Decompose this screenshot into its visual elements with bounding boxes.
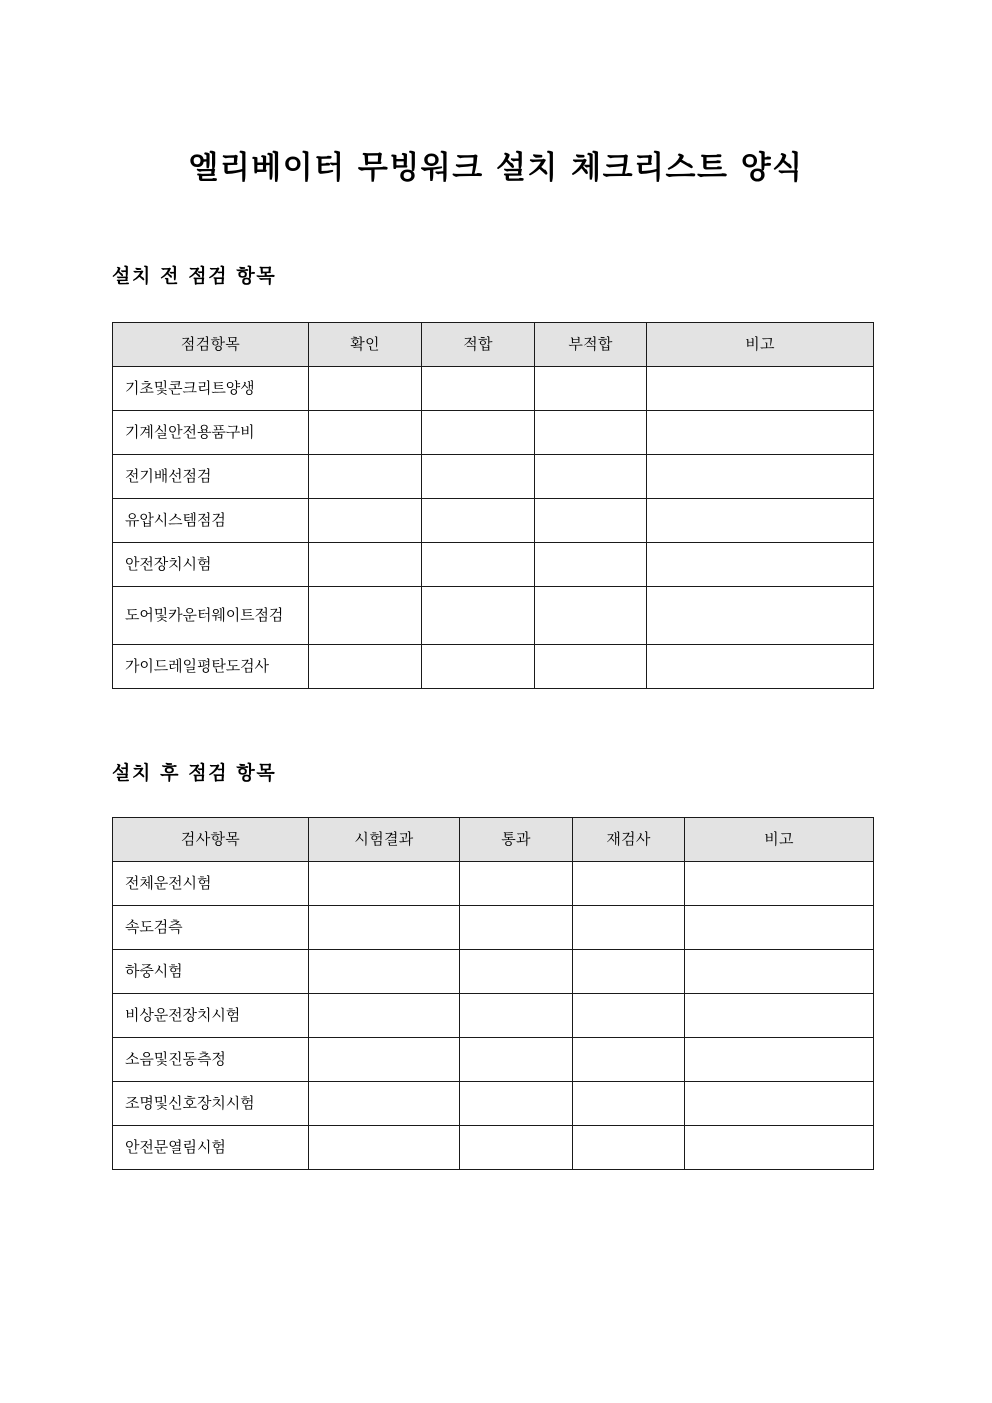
remark-cell[interactable] [685,1082,874,1126]
table-row [113,1038,874,1082]
checkbox-cell-check[interactable] [309,645,422,689]
table-row [113,645,874,689]
remark-cell[interactable] [685,906,874,950]
checkbox-cell-fail[interactable] [535,455,647,499]
checklist-item-label: 속도검측 [113,906,309,950]
checklist-item-label: 가이드레일평탄도검사 [113,645,309,689]
checkbox-cell-pass[interactable] [460,1038,573,1082]
checklist-item-label: 전체운전시험 [113,862,309,906]
remark-cell[interactable] [685,1126,874,1170]
checklist-item-label: 유압시스템점검 [113,499,309,543]
section-heading-pre-install: 설치 전 점검 항목 [112,264,277,287]
checkbox-cell-pass[interactable] [422,455,535,499]
checkbox-cell-pass[interactable] [422,587,535,645]
checkbox-cell-check[interactable] [309,367,422,411]
table-row [113,543,874,587]
checkbox-cell-pass[interactable] [422,411,535,455]
checklist-item-label: 소음및진동측정 [113,1038,309,1082]
column-header-remark: 비고 [685,818,874,862]
checklist-item-label: 비상운전장치시험 [113,994,309,1038]
checkbox-cell-retest[interactable] [573,950,685,994]
column-header-result: 시험결과 [309,818,460,862]
table-header-row [113,818,874,862]
result-cell[interactable] [309,950,460,994]
result-cell[interactable] [309,1082,460,1126]
remark-cell[interactable] [685,950,874,994]
result-cell[interactable] [309,994,460,1038]
remark-cell[interactable] [647,587,874,645]
remark-cell[interactable] [647,455,874,499]
checklist-item-label: 안전문열림시험 [113,1126,309,1170]
result-cell[interactable] [309,906,460,950]
checkbox-cell-fail[interactable] [535,645,647,689]
remark-cell[interactable] [647,645,874,689]
post-install-checklist-table [112,817,874,1170]
checkbox-cell-check[interactable] [309,455,422,499]
checkbox-cell-pass[interactable] [422,367,535,411]
checkbox-cell-pass[interactable] [460,1126,573,1170]
column-header-retest: 재검사 [573,818,685,862]
remark-cell[interactable] [647,411,874,455]
remark-cell[interactable] [685,862,874,906]
table-row [113,587,874,645]
checkbox-cell-pass[interactable] [422,645,535,689]
checklist-item-label: 안전장치시험 [113,543,309,587]
checkbox-cell-pass[interactable] [422,543,535,587]
checkbox-cell-pass[interactable] [460,862,573,906]
checkbox-cell-fail[interactable] [535,587,647,645]
checkbox-cell-retest[interactable] [573,1038,685,1082]
result-cell[interactable] [309,862,460,906]
checkbox-cell-pass[interactable] [460,906,573,950]
column-header-item: 검사항목 [113,818,309,862]
table-header-row [113,323,874,367]
table-row [113,950,874,994]
checkbox-cell-check[interactable] [309,411,422,455]
table-row [113,411,874,455]
checklist-item-label: 조명및신호장치시험 [113,1082,309,1126]
result-cell[interactable] [309,1038,460,1082]
checkbox-cell-retest[interactable] [573,1126,685,1170]
checkbox-cell-pass[interactable] [460,950,573,994]
table-row [113,994,874,1038]
checkbox-cell-pass[interactable] [460,994,573,1038]
remark-cell[interactable] [647,543,874,587]
checkbox-cell-check[interactable] [309,587,422,645]
checkbox-cell-fail[interactable] [535,499,647,543]
column-header-check: 확인 [309,323,422,367]
table-row [113,1082,874,1126]
table-row [113,455,874,499]
column-header-pass: 통과 [460,818,573,862]
result-cell[interactable] [309,1126,460,1170]
checkbox-cell-pass[interactable] [460,1082,573,1126]
checklist-item-label: 전기배선점검 [113,455,309,499]
checklist-item-label: 기초및콘크리트양생 [113,367,309,411]
checkbox-cell-fail[interactable] [535,543,647,587]
remark-cell[interactable] [685,994,874,1038]
section-heading-post-install: 설치 후 점검 항목 [112,761,277,784]
page-title: 엘리베이터 무빙워크 설치 체크리스트 양식 [188,149,804,186]
checklist-item-label: 도어및카운터웨이트점검 [113,587,309,645]
column-header-fail: 부적합 [535,323,647,367]
remark-cell[interactable] [647,367,874,411]
pre-install-checklist-table [112,322,874,689]
table-row [113,367,874,411]
table-row [113,906,874,950]
checkbox-cell-fail[interactable] [535,411,647,455]
checklist-item-label: 기계실안전용품구비 [113,411,309,455]
column-header-item: 점검항목 [113,323,309,367]
table-row [113,862,874,906]
remark-cell[interactable] [647,499,874,543]
table-row [113,499,874,543]
column-header-remark: 비고 [647,323,874,367]
checkbox-cell-retest[interactable] [573,994,685,1038]
checkbox-cell-retest[interactable] [573,906,685,950]
checkbox-cell-pass[interactable] [422,499,535,543]
table-row [113,1126,874,1170]
checklist-item-label: 하중시험 [113,950,309,994]
checkbox-cell-fail[interactable] [535,367,647,411]
column-header-pass: 적합 [422,323,535,367]
checkbox-cell-check[interactable] [309,543,422,587]
checkbox-cell-retest[interactable] [573,862,685,906]
checkbox-cell-retest[interactable] [573,1082,685,1126]
remark-cell[interactable] [685,1038,874,1082]
checkbox-cell-check[interactable] [309,499,422,543]
